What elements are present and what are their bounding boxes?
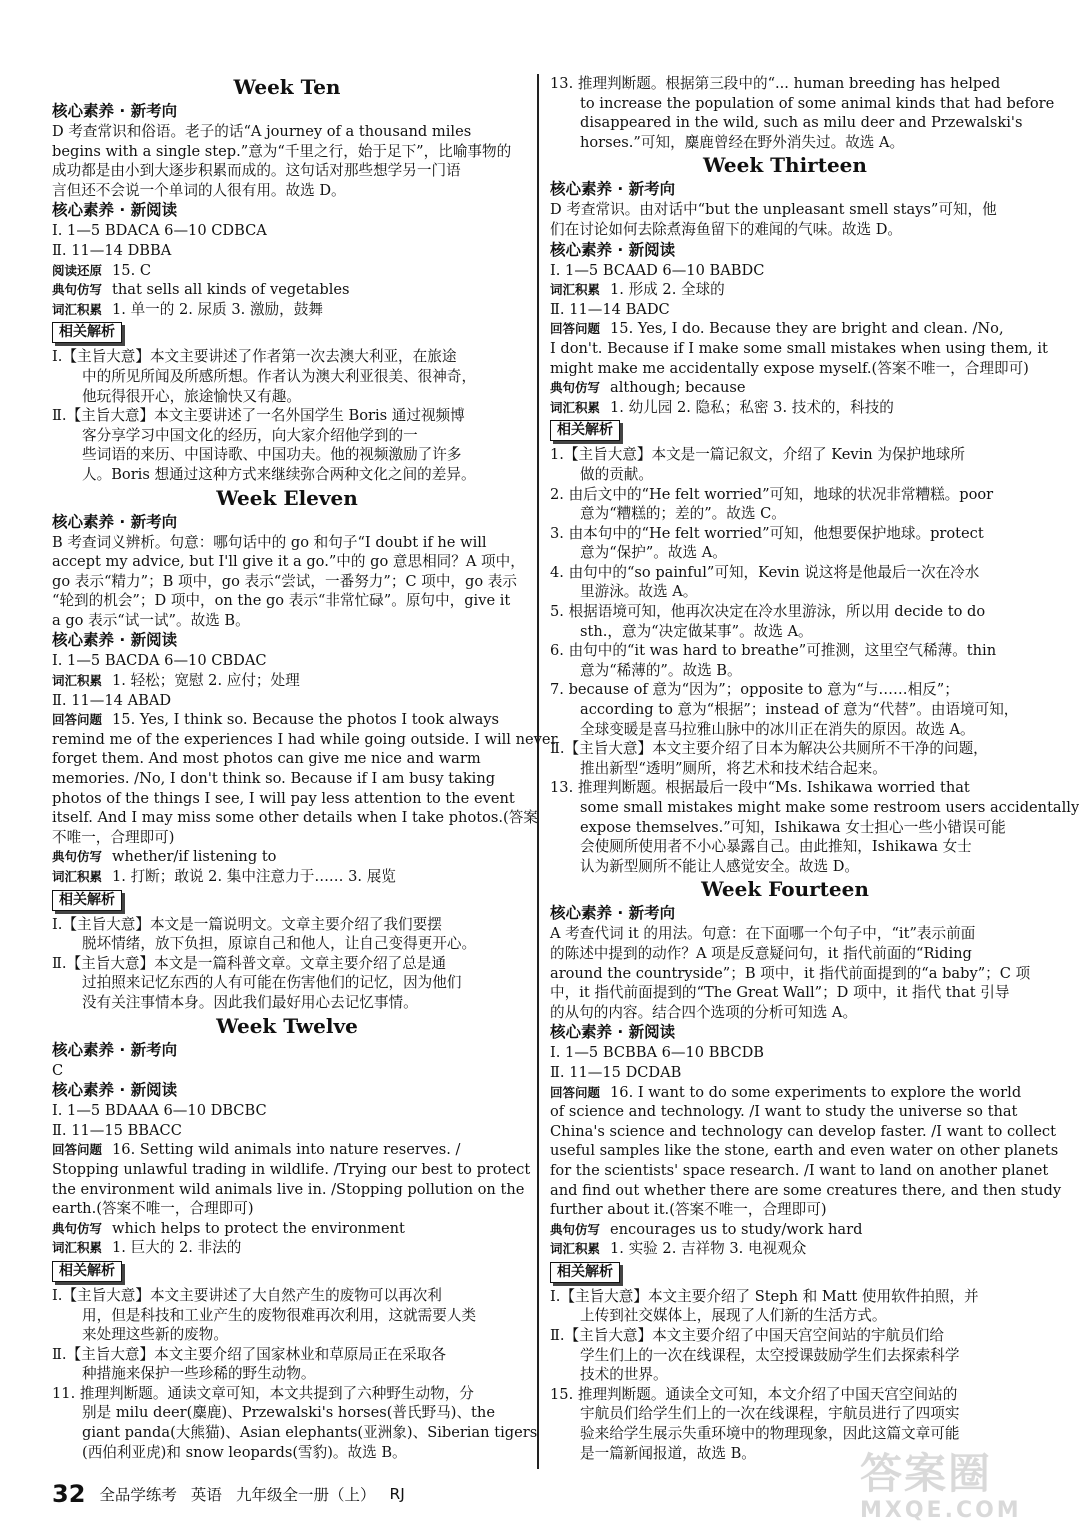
- watermark-text: 答案圈: [860, 1449, 993, 1498]
- line-text: forget them. And most photos can give me nice and warm: [52, 750, 481, 768]
- text-line: [52, 1199, 522, 1219]
- text-line: [52, 1345, 522, 1365]
- line-text: B 考查词义辨析。句意：哪句话中的 go 和句子“I doubt if he will: [52, 533, 487, 551]
- text-line: [52, 1325, 522, 1345]
- line-text: 1.【主旨大意】本文是一篇记叙文，介绍了 Kevin 为保护地球所: [550, 446, 965, 464]
- line-text: whether/if listening to: [112, 848, 277, 866]
- text-line: [52, 915, 522, 935]
- week-heading: Week Thirteen: [703, 153, 867, 178]
- line-text: Ⅰ. 1—5 BACDA 6—10 CBDAC: [52, 652, 267, 670]
- text-line: [52, 1219, 522, 1239]
- text-line: [52, 749, 522, 769]
- text-line: [550, 739, 1020, 759]
- text-line: [550, 280, 1020, 300]
- text-line: [52, 1423, 538, 1443]
- line-text: giant panda(大熊猫)、Asian elephants(亚洲象)、Siberian tigers: [82, 1424, 538, 1442]
- line-text: 7. because of 意为“因为”；opposite to 意为“与……相反”；: [550, 681, 959, 699]
- line-text: Ⅰ.【主旨大意】本文主要讲述了作者第一次去澳大利亚，在旅途: [52, 348, 457, 366]
- text-line: [52, 769, 522, 789]
- line-text: earth.(答案不唯一，合理即可): [52, 1200, 254, 1218]
- line-text: encourages us to study/work hard: [610, 1220, 863, 1238]
- line-text: Ⅱ. 11—15 BBACC: [52, 1121, 182, 1139]
- text-line: [52, 533, 522, 553]
- item-tag: 回答问题: [550, 321, 601, 337]
- text-line: [550, 504, 1020, 524]
- line-text: Ⅱ.【主旨大意】本文是一篇科普文章。文章主要介绍了总是通: [52, 954, 446, 972]
- line-text: Ⅱ. 11—15 DCDAB: [550, 1063, 682, 1081]
- text-line: [550, 944, 1020, 964]
- text-line: [550, 818, 1020, 838]
- page-footer: [52, 1480, 405, 1508]
- text-line: [550, 1102, 1020, 1122]
- text-line: [52, 1101, 522, 1121]
- line-text: 们在讨论如何去除煮海鱼留下的难闻的气味。故选 D。: [550, 220, 902, 238]
- text-line: [52, 122, 522, 142]
- line-text: Ⅰ. 1—5 BDACA 6—10 CDBCA: [52, 222, 267, 240]
- text-line: [52, 552, 525, 572]
- text-line: [52, 710, 522, 730]
- item-tag: 词汇积累: [52, 301, 103, 317]
- line-text: 技术的世界。: [580, 1366, 668, 1384]
- section-heading: 核心素养 · 新阅读: [52, 201, 178, 220]
- section-heading: 核心素养 · 新考向: [52, 1040, 178, 1059]
- line-text: 些词语的来历、中国诗歌、中国功夫。他的视频激励了许多: [82, 446, 462, 464]
- line-text: Ⅰ.【主旨大意】本文主要介绍了 Steph 和 Matt 使用软件拍照，并: [550, 1287, 979, 1305]
- edition-label: RJ: [389, 1485, 405, 1503]
- text-line: [52, 261, 522, 281]
- analysis-label-row: [550, 417, 1020, 445]
- text-line: [550, 924, 1020, 944]
- text-line: [52, 1364, 522, 1384]
- item-tag: 典句仿写: [52, 1220, 103, 1236]
- week-heading: Week Ten: [233, 75, 341, 99]
- text-line: [52, 142, 522, 162]
- analysis-label: 相关解析: [550, 420, 620, 441]
- item-tag: 典句仿写: [52, 849, 103, 865]
- text-line: [550, 1287, 1020, 1307]
- line-text: 意为“糟糕的；差的”。故选 C。: [580, 505, 786, 523]
- text-line: [550, 1043, 1020, 1063]
- line-text: further about it.(答案不唯一，合理即可): [550, 1201, 827, 1219]
- text-line: [550, 582, 1020, 602]
- line-text: 中的所见所闻及所感所想。作者认为澳大利亚很美、很神奇，: [82, 367, 477, 385]
- section-heading: 核心素养 · 新阅读: [550, 1023, 676, 1042]
- item-tag: 词汇积累: [550, 1241, 601, 1257]
- text-line: [52, 1140, 522, 1160]
- text-line: [550, 1063, 1020, 1083]
- text-line: [550, 661, 1020, 681]
- line-text: Ⅱ. 11—14 BADC: [550, 300, 670, 318]
- text-line: [550, 983, 1020, 1003]
- line-text: 全球变暖是喜马拉雅山脉中的冰川正在消失的原因。故选 A。: [580, 720, 975, 738]
- text-line: [550, 622, 1020, 642]
- section-heading: 核心素养 · 新考向: [52, 102, 178, 120]
- line-text: 5. 根据语境可知，他再次决定在冷水里游泳，所以用 decide to do: [550, 603, 986, 621]
- text-line: [52, 300, 522, 320]
- text-line: [52, 1238, 522, 1258]
- line-text: might make me accidentally expose myself.(答案不唯一，合理即可): [550, 359, 1029, 377]
- line-text: 中，it 指代前面提到的“The Great Wall”；D 项中，it 指代 that 引导: [550, 984, 1010, 1002]
- line-text: 会使厕所使用者不小心暴露自己。由此推知，Ishikawa 女士: [580, 838, 972, 856]
- text-line: [550, 359, 1029, 379]
- text-line: [550, 94, 1055, 114]
- text-line: [52, 1121, 522, 1141]
- item-tag: 回答问题: [550, 1084, 601, 1100]
- text-line: [52, 1403, 522, 1423]
- line-text: 过拍照来记忆东西的人有可能在伤害他们的记忆，因为他们: [82, 974, 462, 992]
- line-text: Ⅱ.【主旨大意】本文主要介绍了国家林业和草原局正在采取各: [52, 1345, 446, 1363]
- subject-label: 英语: [190, 1486, 222, 1504]
- analysis-label-row: [52, 1258, 522, 1286]
- line-text: photos of the things I see, I will pay less attention to the event: [52, 789, 515, 807]
- left-column: [52, 74, 558, 1462]
- line-text: of science and technology. /I want to study the universe so that: [550, 1103, 1018, 1121]
- line-text: 言但还不会说一个单词的人很有用。故选 D。: [52, 181, 346, 199]
- text-line: [550, 1141, 1059, 1161]
- text-line: [52, 808, 538, 828]
- text-line: [52, 1384, 522, 1404]
- item-tag: 回答问题: [52, 712, 103, 728]
- item-tag: 词汇积累: [550, 399, 601, 415]
- text-line: [52, 445, 522, 465]
- text-line: [52, 221, 522, 241]
- line-text: 15. Yes, I do. Because they are bright and clean. /No,: [610, 320, 1004, 338]
- line-text: A 考查代词 it 的用法。句意：在下面哪一个句子中，“it”表示前面: [550, 925, 976, 943]
- line-text: 13. 推理判断题。根据最后一段中“Ms. Ishikawa worried that: [550, 779, 970, 797]
- text-line: [52, 973, 522, 993]
- line-text: D 考查常识。由对话中“but the unpleasant smell stays”可知，他: [550, 201, 997, 219]
- line-text: 意为“保护”。故选 A。: [580, 544, 727, 562]
- text-line: [52, 367, 522, 387]
- text-line: [550, 398, 1020, 418]
- text-line: [52, 611, 522, 631]
- text-line: [550, 1181, 1062, 1201]
- line-text: horses.”可知，麋鹿曾经在野外消失过。故选 A。: [580, 133, 905, 151]
- line-text: Ⅱ.【主旨大意】本文主要介绍了日本为解决公共厕所不干净的问题，: [550, 740, 988, 758]
- line-text: Stopping unlawful trading in wildlife. /Trying our best to protect: [52, 1160, 531, 1178]
- line-text: C: [52, 1061, 64, 1079]
- line-text: to increase the population of some animal kinds that had before: [580, 94, 1055, 112]
- line-text: 别是 milu deer(麋鹿)、Przewalski's horses(普氏野马)、the: [82, 1404, 495, 1422]
- text-line: [550, 700, 1020, 720]
- line-text: that sells all kinds of vegetables: [112, 281, 350, 299]
- watermark-logo: [860, 1450, 1020, 1530]
- line-text: 1. 轻松；宽慰 2. 应付；处理: [112, 672, 300, 690]
- line-text: disappeared in the wild, such as milu deer and Przewalski's: [580, 114, 1023, 132]
- text-line: [52, 954, 522, 974]
- text-line: [550, 465, 1020, 485]
- text-line: [52, 572, 522, 592]
- text-line: [550, 1003, 1020, 1023]
- line-text: although; because: [610, 379, 746, 397]
- line-text: go 表示“精力”；B 项中，go 表示“尝试，一番努力”；C 项中，go 表示: [52, 572, 517, 590]
- text-line: [550, 857, 1020, 877]
- text-line: [550, 300, 1020, 320]
- line-text: 不唯一，合理即可): [52, 828, 175, 846]
- line-text: Ⅰ. 1—5 BDAAA 6—10 DBCBC: [52, 1102, 267, 1120]
- text-line: [52, 1180, 525, 1200]
- text-line: [550, 1385, 1020, 1405]
- text-line: [550, 680, 1020, 700]
- line-text: and find out whether there are some creatures there, and then study: [550, 1181, 1062, 1199]
- item-tag: 回答问题: [52, 1142, 103, 1158]
- line-text: 11. 推理判断题。通读文章可知，本文共提到了六种野生动物，分: [52, 1384, 474, 1402]
- line-text: 15. 推理判断题。通读全文可知，本文介绍了中国天宫空间站的: [550, 1385, 958, 1403]
- text-line: [550, 74, 1020, 94]
- line-text: 1. 实验 2. 吉祥物 3. 电视观众: [610, 1240, 807, 1258]
- line-text: 客分享学习中国文化的经历，向大家介绍他学到的一: [82, 426, 418, 444]
- line-text: (西伯利亚虎)和 snow leopards(雪豹)。故选 B。: [82, 1443, 407, 1461]
- line-text: 13. 推理判断题。根据第三段中的“... human breeding has helped: [550, 75, 1001, 92]
- section-heading: 核心素养 · 新考向: [550, 180, 676, 199]
- line-text: useful samples like the stone, earth and even water on other planets: [550, 1142, 1059, 1160]
- text-line: [52, 280, 522, 300]
- text-line: [550, 261, 1020, 281]
- analysis-label-row: [52, 887, 522, 915]
- analysis-label: 相关解析: [52, 322, 122, 343]
- line-text: sth.，意为“决定做某事”。故选 A。: [580, 622, 813, 640]
- line-text: Ⅱ. 11—14 DBBA: [52, 241, 172, 259]
- text-line: [550, 524, 1020, 544]
- item-tag: 词汇积累: [52, 869, 103, 884]
- section-heading: 核心素养 · 新考向: [550, 904, 676, 923]
- text-line: [550, 602, 1020, 622]
- text-line: [52, 867, 522, 887]
- text-line: [52, 426, 522, 446]
- analysis-label: 相关解析: [52, 890, 122, 911]
- text-line: [550, 445, 1020, 465]
- section-heading: 核心素养 · 新阅读: [52, 631, 178, 650]
- text-line: [52, 671, 522, 691]
- line-text: expose themselves.”可知，Ishikawa 女士担心一些小错误可能: [580, 818, 1006, 836]
- text-line: [52, 934, 522, 954]
- text-line: [550, 1083, 1020, 1103]
- page-number: 32: [52, 1480, 86, 1508]
- text-line: [550, 964, 1031, 984]
- line-text: 脱坏情绪，放下负担，原谅自己和他人，让自己变得更开心。: [82, 935, 477, 953]
- text-line: [52, 993, 522, 1013]
- line-text: 种措施来保护一些珍稀的野生动物。: [82, 1365, 316, 1383]
- text-line: [550, 641, 1020, 661]
- text-line: [52, 828, 522, 848]
- line-text: 是一篇新闻报道，故选 B。: [580, 1444, 756, 1462]
- item-tag: 典句仿写: [550, 380, 601, 396]
- line-text: Ⅱ.【主旨大意】本文主要介绍了中国天宫空间站的宇航员们给: [550, 1327, 944, 1345]
- line-text: “轮到的机会”；D 项中，on the go 表示“非常忙碌”。原句中，give it: [52, 592, 511, 610]
- text-line: [550, 1122, 1056, 1142]
- line-text: 15. Yes, I think so. Because the photos I took always: [112, 711, 500, 729]
- line-text: the environment wild animals live in. /Stopping pollution on the: [52, 1180, 525, 1198]
- text-line: [550, 1346, 1020, 1366]
- text-line: [550, 798, 1079, 818]
- text-line: [52, 347, 522, 367]
- text-line: [550, 837, 1020, 857]
- text-line: [52, 161, 522, 181]
- right-column: [550, 74, 1079, 1463]
- line-text: Ⅰ. 1—5 BCBBA 6—10 BBCDB: [550, 1044, 765, 1062]
- text-line: [550, 759, 1020, 779]
- text-line: [550, 220, 1020, 240]
- item-tag: 词汇积累: [550, 282, 601, 298]
- week-heading: Week Eleven: [216, 485, 358, 510]
- line-text: accept my advice, but I'll give it a go.”中的 go 意思相同？A 项中，: [52, 553, 525, 571]
- line-text: remind me of the experiences I had while going outside. I will never: [52, 730, 558, 748]
- line-text: 1. 巨大的 2. 非法的: [112, 1239, 242, 1257]
- text-line: [52, 387, 522, 407]
- text-line: [550, 319, 1020, 339]
- item-tag: 词汇积累: [52, 1240, 103, 1256]
- text-line: [52, 406, 522, 426]
- text-line: [52, 730, 558, 750]
- line-text: around the countryside”；B 项中，it 指代前面提到的“a baby”；C 项: [550, 964, 1031, 982]
- line-text: 验来给学生展示失重环境中的物理现象，因此这篇文章可能: [580, 1425, 960, 1443]
- item-tag: 典句仿写: [550, 1221, 601, 1237]
- line-text: some small mistakes might make some restroom users accidentally: [580, 799, 1079, 816]
- column-divider: [537, 74, 539, 1469]
- text-line: [550, 378, 1020, 398]
- line-text: 的陈述中提到的动作？A 项是反意疑问句，it 指代前面的“Riding: [550, 944, 972, 962]
- line-text: 4. 由句中的“so painful”可知，Kevin 说这将是他最后一次在冷水: [550, 563, 980, 581]
- text-line: [550, 563, 1020, 583]
- line-text: Ⅰ. 1—5 BCAAD 6—10 BABDC: [550, 261, 765, 279]
- text-line: [550, 113, 1023, 133]
- text-line: [52, 591, 522, 611]
- line-text: 6. 由句中的“it was hard to breathe”可推测，这里空气稀薄。thin: [550, 642, 997, 660]
- line-text: 1. 打断；敢说 2. 集中注意力于…… 3. 展览: [112, 868, 396, 885]
- watermark-url: MXQE.COM: [860, 1498, 1022, 1523]
- item-tag: 典句仿写: [52, 282, 103, 298]
- text-line: [550, 1424, 1020, 1444]
- line-text: D 考查常识和俗语。老子的话“A journey of a thousand miles: [52, 123, 472, 140]
- text-line: [52, 241, 522, 261]
- text-line: [52, 651, 522, 671]
- line-text: China's science and technology can develop faster. /I want to collect: [550, 1122, 1056, 1140]
- line-text: memories. /No, I don't think so. Because if I am busy taking: [52, 770, 496, 788]
- line-text: 成功都是由小到大逐步积累而成的。这句话对那些想学另一门语: [52, 162, 461, 180]
- line-text: I don't. Because if I make some small mistakes when using them, it: [550, 339, 1048, 357]
- line-text: Ⅱ. 11—14 ABAD: [52, 691, 172, 709]
- text-line: [52, 789, 522, 809]
- line-text: according to 意为“根据”；instead of 意为“代替”。由语境可知，: [580, 701, 1019, 719]
- text-line: [550, 339, 1048, 359]
- book-title: 全品学练考: [99, 1486, 177, 1504]
- analysis-label: 相关解析: [52, 1261, 122, 1282]
- line-text: 意为“稀薄的”。故选 B。: [580, 661, 742, 679]
- text-line: [550, 1306, 1020, 1326]
- line-text: 他玩得很开心，旅途愉快又有趣。: [82, 387, 301, 405]
- line-text: 1. 幼儿园 2. 隐私；私密 3. 技术的，科技的: [610, 398, 894, 416]
- line-text: Ⅰ.【主旨大意】本文主要讲述了大自然产生的废物可以再次利: [52, 1286, 442, 1304]
- line-text: 认为新型厕所不能让人感觉安全。故选 D。: [580, 857, 860, 875]
- line-text: 1. 形成 2. 全球的: [610, 281, 725, 299]
- text-line: [550, 133, 1020, 153]
- text-line: [52, 181, 522, 201]
- text-line: [550, 720, 1020, 740]
- text-line: [52, 1306, 522, 1326]
- text-line: [52, 691, 522, 711]
- line-text: begins with a single step.”意为“千里之行，始于足下”，比喻事物的: [52, 142, 512, 160]
- week-heading: Week Fourteen: [701, 877, 869, 902]
- line-text: 来处理这些新的废物。: [82, 1326, 228, 1344]
- line-text: 3. 由本句中的“He felt worried”可知，他想要保护地球。protect: [550, 524, 984, 542]
- line-text: which helps to protect the environment: [112, 1219, 405, 1237]
- line-text: itself. And I may miss some other details when I take photos.(答案: [52, 809, 538, 827]
- grade-label: 九年级全一册（上）: [235, 1486, 376, 1504]
- text-line: [550, 485, 1020, 505]
- line-text: 用，但是科技和工业产生的废物很难再次利用，这就需要人类: [82, 1306, 477, 1324]
- text-line: [52, 847, 522, 867]
- line-text: 15. C: [112, 261, 152, 279]
- line-text: Ⅱ.【主旨大意】本文主要讲述了一名外国学生 Boris 通过视频博: [52, 407, 465, 425]
- line-text: 做的贡献。: [580, 465, 653, 483]
- line-text: 人。Boris 想通过这种方式来继续弥合两种文化之间的差异。: [82, 465, 476, 483]
- text-line: [52, 1443, 522, 1463]
- text-line: [550, 200, 1020, 220]
- line-text: 宇航员们给学生们上的一次在线课程，宇航员进行了四项实: [580, 1405, 960, 1423]
- line-text: for the scientists' space research. /I want to land on another planet: [550, 1161, 1049, 1179]
- text-line: [550, 1239, 1020, 1259]
- section-heading: 核心素养 · 新阅读: [52, 1081, 178, 1100]
- line-text: a go 表示“试一试”。故选 B。: [52, 611, 250, 629]
- line-text: 里游泳。故选 A。: [580, 583, 698, 601]
- analysis-label-row: [550, 1259, 1020, 1287]
- section-heading: 核心素养 · 新考向: [52, 512, 178, 531]
- analysis-label-row: [52, 319, 522, 347]
- text-line: [550, 543, 1020, 563]
- text-line: [550, 1326, 1020, 1346]
- week-heading: Week Twelve: [216, 1013, 358, 1038]
- line-text: 16. I want to do some experiments to explore the world: [610, 1083, 1022, 1101]
- text-line: [550, 778, 1020, 798]
- text-line: [550, 1220, 1020, 1240]
- analysis-label: 相关解析: [550, 1262, 620, 1283]
- text-line: [550, 1404, 1020, 1424]
- line-text: 2. 由后文中的“He felt worried”可知，地球的状况非常糟糕。poor: [550, 485, 994, 503]
- text-line: [52, 1286, 522, 1306]
- line-text: Ⅰ.【主旨大意】本文是一篇说明文。文章主要介绍了我们要摆: [52, 915, 442, 933]
- section-heading: 核心素养 · 新阅读: [550, 240, 676, 259]
- line-text: 学生们上的一次在线课程，太空授课鼓励学生们去探索科学: [580, 1346, 960, 1364]
- text-line: [550, 1365, 1020, 1385]
- line-text: 的从句的内容。结合四个选项的分析可知选 A。: [550, 1003, 858, 1021]
- text-line: [550, 1161, 1049, 1181]
- line-text: 1. 单一的 2. 尿质 3. 激励，鼓舞: [112, 300, 323, 318]
- text-line: [52, 1061, 522, 1081]
- text-line: [52, 465, 522, 485]
- line-text: 上传到社交媒体上，展现了人们新的生活方式。: [580, 1307, 887, 1325]
- text-line: [52, 1160, 531, 1180]
- text-line: [550, 1200, 1020, 1220]
- line-text: 16. Setting wild animals into nature reserves. /: [112, 1141, 461, 1159]
- item-tag: 词汇积累: [52, 673, 103, 689]
- line-text: 没有关注事情本身。因此我们最好用心去记忆事情。: [82, 993, 418, 1011]
- line-text: 推出新型“透明”厕所，将艺术和技术结合起来。: [580, 759, 887, 777]
- item-tag: 阅读还原: [52, 262, 103, 278]
